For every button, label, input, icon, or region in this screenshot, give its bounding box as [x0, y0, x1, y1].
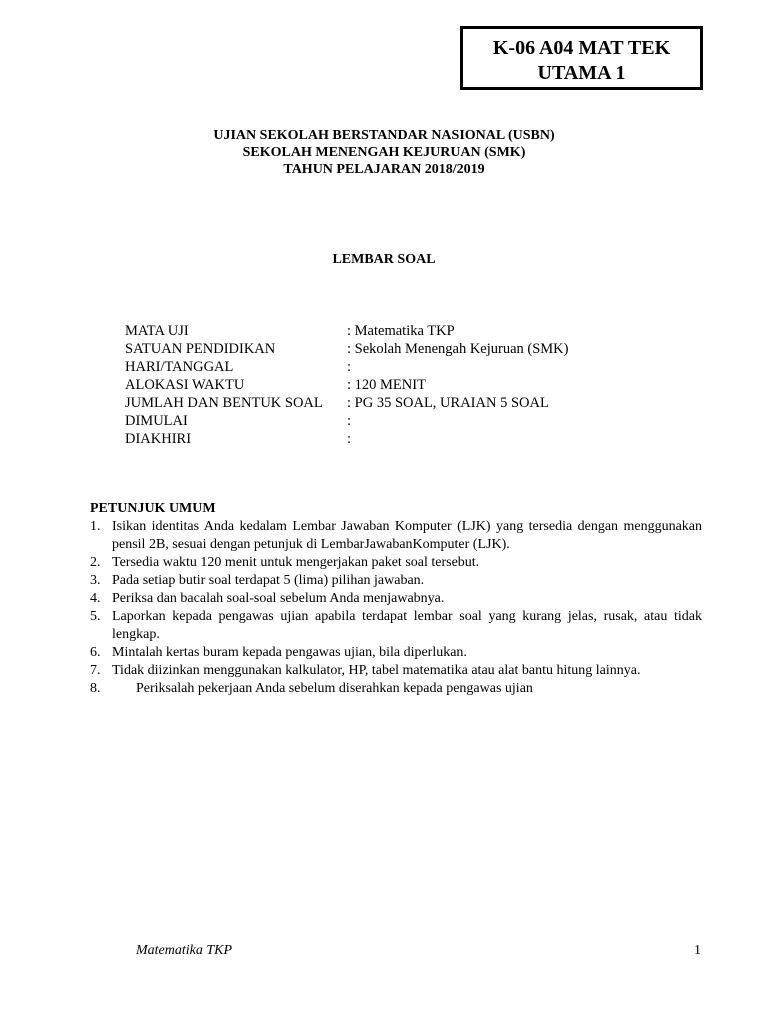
exam-code-line1: K-06 A04 MAT TEK	[492, 37, 671, 59]
list-item-text: Periksalah pekerjaan Anda sebelum diserahkan kepada pengawas ujian	[136, 681, 533, 696]
exam-code-box	[460, 26, 703, 90]
info-label: MATA UJI	[125, 323, 189, 339]
info-value: : PG 35 SOAL, URAIAN 5 SOAL	[347, 395, 549, 411]
info-row-question-count	[125, 394, 568, 412]
info-row-duration	[125, 376, 568, 394]
document-title: LEMBAR SOAL	[332, 252, 436, 267]
list-item-number: 1.	[90, 519, 101, 534]
list-item-number: 3.	[90, 573, 101, 588]
list-item-number: 2.	[90, 555, 101, 570]
header-line1: UJIAN SEKOLAH BERSTANDAR NASIONAL (USBN)	[213, 128, 555, 143]
info-value: : Sekolah Menengah Kejuruan (SMK)	[347, 341, 569, 357]
info-label: JUMLAH DAN BENTUK SOAL	[125, 395, 323, 411]
list-item-number: 7.	[90, 663, 101, 678]
exam-info-table	[125, 322, 568, 448]
list-item-number: 4.	[90, 591, 101, 606]
header-line2: SEKOLAH MENENGAH KEJURUAN (SMK)	[242, 145, 526, 160]
instructions-heading: PETUNJUK UMUM	[90, 501, 216, 516]
exam-code-line2: UTAMA 1	[537, 62, 626, 84]
list-item-text: Periksa dan bacalah soal-soal sebelum Anda menjawabnya.	[112, 591, 445, 606]
info-row-school	[125, 340, 568, 358]
list-item-number: 8.	[90, 681, 101, 696]
info-value: :	[347, 431, 352, 447]
info-row-end	[125, 430, 568, 448]
info-value: :	[347, 413, 352, 429]
info-row-date	[125, 358, 568, 376]
info-label: DIMULAI	[125, 413, 188, 429]
list-item	[90, 518, 702, 554]
list-item	[90, 680, 702, 698]
info-label: SATUAN PENDIDIKAN	[125, 341, 276, 357]
list-item	[90, 572, 702, 590]
list-item-text: Tersedia waktu 120 menit untuk mengerjakan paket soal tersebut.	[112, 555, 480, 570]
info-label: DIAKHIRI	[125, 431, 192, 447]
instructions-list	[90, 518, 702, 698]
list-item-text: Isikan identitas Anda kedalam Lembar Jawaban Komputer (LJK) yang tersedia dengan menggunakan pensil 2B, sesuai dengan petunjuk di LembarJawabanKomputer (LJK).	[112, 519, 702, 552]
list-item	[90, 662, 702, 680]
list-item-text: Mintalah kertas buram kepada pengawas ujian, bila diperlukan.	[112, 645, 467, 660]
page-number: 1	[694, 943, 701, 958]
list-item-text: Tidak diizinkan menggunakan kalkulator, HP, tabel matematika atau alat bantu hitung lainnya.	[112, 663, 641, 678]
header-line3: TAHUN PELAJARAN 2018/2019	[283, 162, 485, 177]
list-item-text: Pada setiap butir soal terdapat 5 (lima) pilihan jawaban.	[112, 573, 425, 588]
info-value: :	[347, 359, 352, 375]
list-item	[90, 554, 702, 572]
info-row-subject	[125, 322, 568, 340]
footer-subject: Matematika TKP	[136, 943, 233, 958]
list-item	[90, 590, 702, 608]
info-row-start	[125, 412, 568, 430]
exam-header	[0, 127, 768, 178]
info-value: : 120 MENIT	[347, 377, 426, 393]
list-item	[90, 608, 702, 644]
general-instructions	[90, 500, 702, 698]
list-item-number: 6.	[90, 645, 101, 660]
list-item-text: Laporkan kepada pengawas ujian apabila terdapat lembar soal yang kurang jelas, rusak, atau tidak lengkap.	[112, 609, 702, 642]
info-label: ALOKASI WAKTU	[125, 377, 245, 393]
list-item	[90, 644, 702, 662]
info-label: HARI/TANGGAL	[125, 359, 234, 375]
info-value: : Matematika TKP	[347, 323, 455, 339]
list-item-number: 5.	[90, 609, 101, 624]
